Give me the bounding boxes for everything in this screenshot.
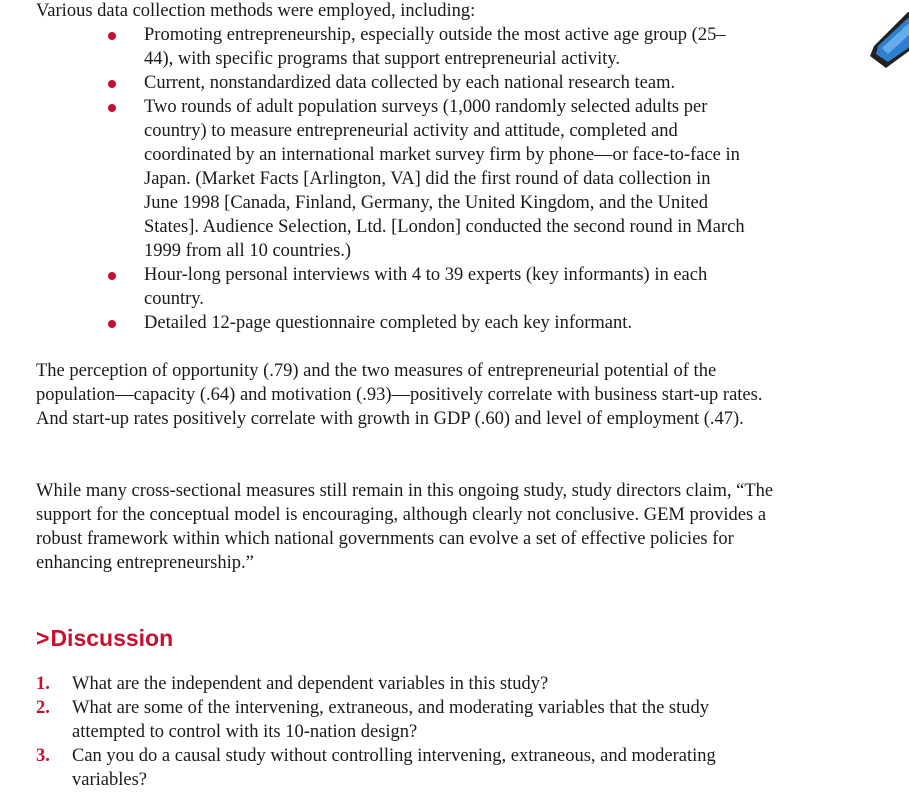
question-text: What are the independent and dependent variables in this study? [72,674,549,694]
question-item [36,696,776,744]
list-item-text: Hour-long personal interviews with 4 to 39 experts (key informants) in each country. [144,265,708,309]
discussion-heading [36,624,173,652]
list-item-text: Detailed 12-page questionnaire completed by each key informant. [144,313,633,333]
conclusion-paragraph: While many cross-sectional measures still remain in this ongoing study, study directors claim, “The support for the conceptual model is encouraging, although clearly not conclusive. GEM provides a robust framework within which national governments can evolve a set of effective policies for enhancing entrepreneurship.” [36,481,774,573]
list-item-text: Promoting entrepreneurship, especially outside the most active age group (25–44), with specific programs that support entrepreneurial activity. [144,25,726,69]
chevron-right-icon: > [36,625,50,651]
question-text: What are some of the intervening, extraneous, and moderating variables that the study attempted to control with its 10-nation design? [72,698,710,742]
discussion-questions [36,672,776,792]
bullet-icon [108,104,116,112]
bullet-icon [108,272,116,280]
question-text: Can you do a causal study without controlling intervening, extraneous, and moderating variables? [72,746,716,790]
methods-list [108,23,748,335]
question-number: 1. [36,674,50,694]
list-item [108,95,748,263]
question-number: 3. [36,746,50,766]
bullet-icon [108,32,116,40]
bullet-icon [108,320,116,328]
discussion-title: Discussion [50,625,174,651]
list-item [108,23,748,71]
correlation-paragraph: The perception of opportunity (.79) and the two measures of entrepreneurial potential of the population—capacity (.64) and motivation (.93)—positively correlate with business start-up rates. And start-up rates positively correlate with growth in GDP (.60) and level of employment (.47). [36,361,763,429]
list-item [108,263,748,311]
question-item [36,672,776,696]
bullet-icon [108,80,116,88]
list-item-text: Current, nonstandardized data collected by each national research team. [144,73,676,93]
question-number: 2. [36,698,50,718]
device-corner-icon [868,6,909,68]
list-item [108,71,748,95]
question-item [36,744,776,792]
list-item-text: Two rounds of adult population surveys (1,000 randomly selected adults per country) to measure entrepreneurial activity and attitude, completed and coordinated by an international market survey firm by phone—or face-to-face in Japan. (Market Facts [Arlington, VA] did the first round of data collection in June 1998 [Canada, Finland, Germany, the United Kingdom, and the United States]. Audience Selection, Ltd. [London] conducted the second round in March 1999 from all 10 countries.) [144,97,745,261]
list-item [108,311,748,335]
intro-text: Various data collection methods were employed, including: [36,1,476,21]
